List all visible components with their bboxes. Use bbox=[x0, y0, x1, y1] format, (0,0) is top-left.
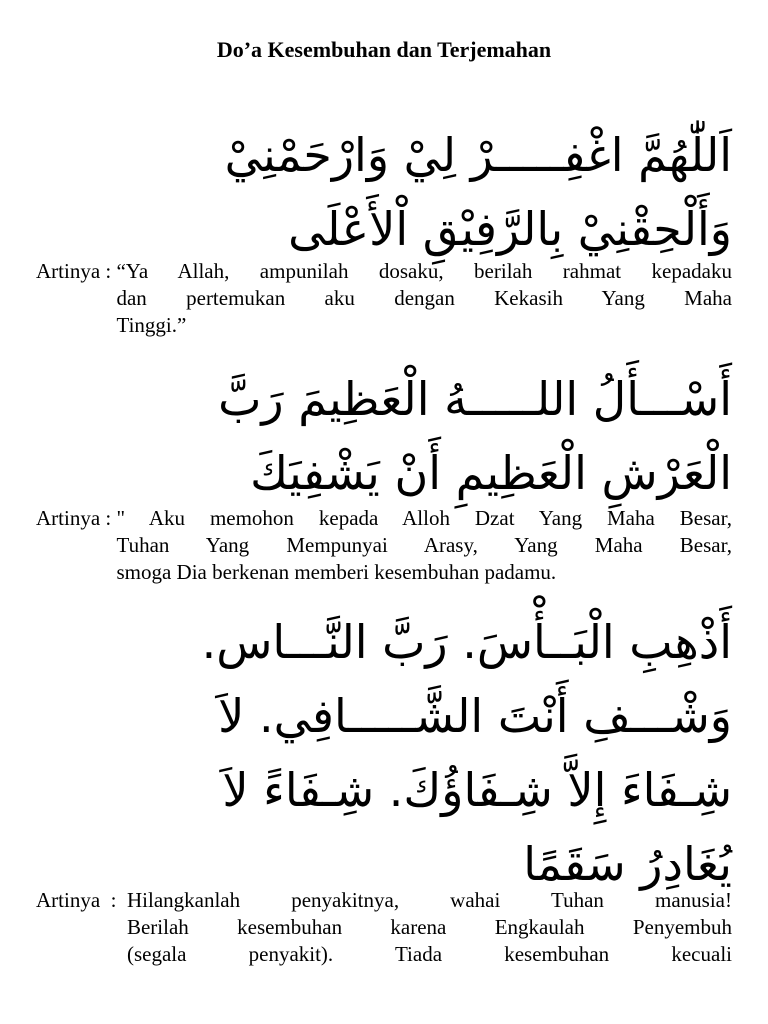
arabic-line: أَسْـــأَلُ اللـــــهُ الْعَظِيمَ رَبَّ bbox=[218, 372, 732, 426]
translation-line: smoga Dia berkenan memberi kesembuhan padamu. bbox=[116, 560, 557, 584]
translation-3 bbox=[36, 887, 732, 968]
translation-line: dan pertemukan aku dengan Kekasih Yang Maha bbox=[116, 286, 732, 310]
arabic-line: شِـفَاءَ إِلاَّ شِـفَاؤُكَ. شِـفَاءً لاَ bbox=[222, 763, 732, 817]
translation-text bbox=[116, 505, 732, 586]
translation-2 bbox=[36, 505, 732, 586]
arabic-line: الْعَرْشِ الْعَظِيمِ أَنْ يَشْفِيَكَ bbox=[250, 446, 732, 500]
translation-text bbox=[127, 887, 732, 968]
arabic-line: وَشْـــفِ أَنْتَ الشَّـــــافِي. لاَ bbox=[218, 689, 732, 743]
arabic-prayer-1 bbox=[36, 118, 732, 266]
arabic-prayer-3 bbox=[36, 605, 732, 901]
translation-label: Artinya : bbox=[36, 506, 117, 530]
translation-label: Artinya : bbox=[36, 888, 127, 912]
translation-line: (segala penyakit). Tiada kesembuhan kecuali bbox=[126, 942, 732, 966]
page-title: Do’a Kesembuhan dan Terjemahan bbox=[216, 37, 552, 62]
translation-text bbox=[116, 258, 732, 339]
arabic-prayer-2 bbox=[36, 362, 732, 510]
translation-line: Hilangkanlah penyakitnya, wahai Tuhan manusia! bbox=[126, 888, 732, 912]
translation-line: Tuhan Yang Mempunyai Arasy, Yang Maha Besar, bbox=[116, 533, 732, 557]
translation-line: Tinggi.” bbox=[116, 313, 187, 337]
translation-line: “Ya Allah, ampunilah dosaku, berilah rahmat kepadaku bbox=[116, 259, 732, 283]
arabic-line: وَأَلْحِقْنِيْ بِالرَّفِيْقِ اْلأَعْلَى bbox=[288, 202, 732, 256]
arabic-line: أَذْهِبِ الْبَــأْسَ. رَبَّ النَّـــاس. bbox=[201, 615, 732, 669]
arabic-line: يُغَادِرُ سَقَمًا bbox=[523, 837, 732, 891]
translation-line: " Aku memohon kepada Alloh Dzat Yang Maha Besar, bbox=[116, 506, 732, 530]
translation-line: Berilah kesembuhan karena Engkaulah Penyembuh bbox=[126, 915, 732, 939]
translation-label: Artinya : bbox=[36, 259, 117, 283]
translation-1 bbox=[36, 258, 732, 339]
arabic-line: اَللّٰهُمَّ اغْفِـــــرْ لِيْ وَارْحَمْنِيْ bbox=[224, 128, 732, 182]
